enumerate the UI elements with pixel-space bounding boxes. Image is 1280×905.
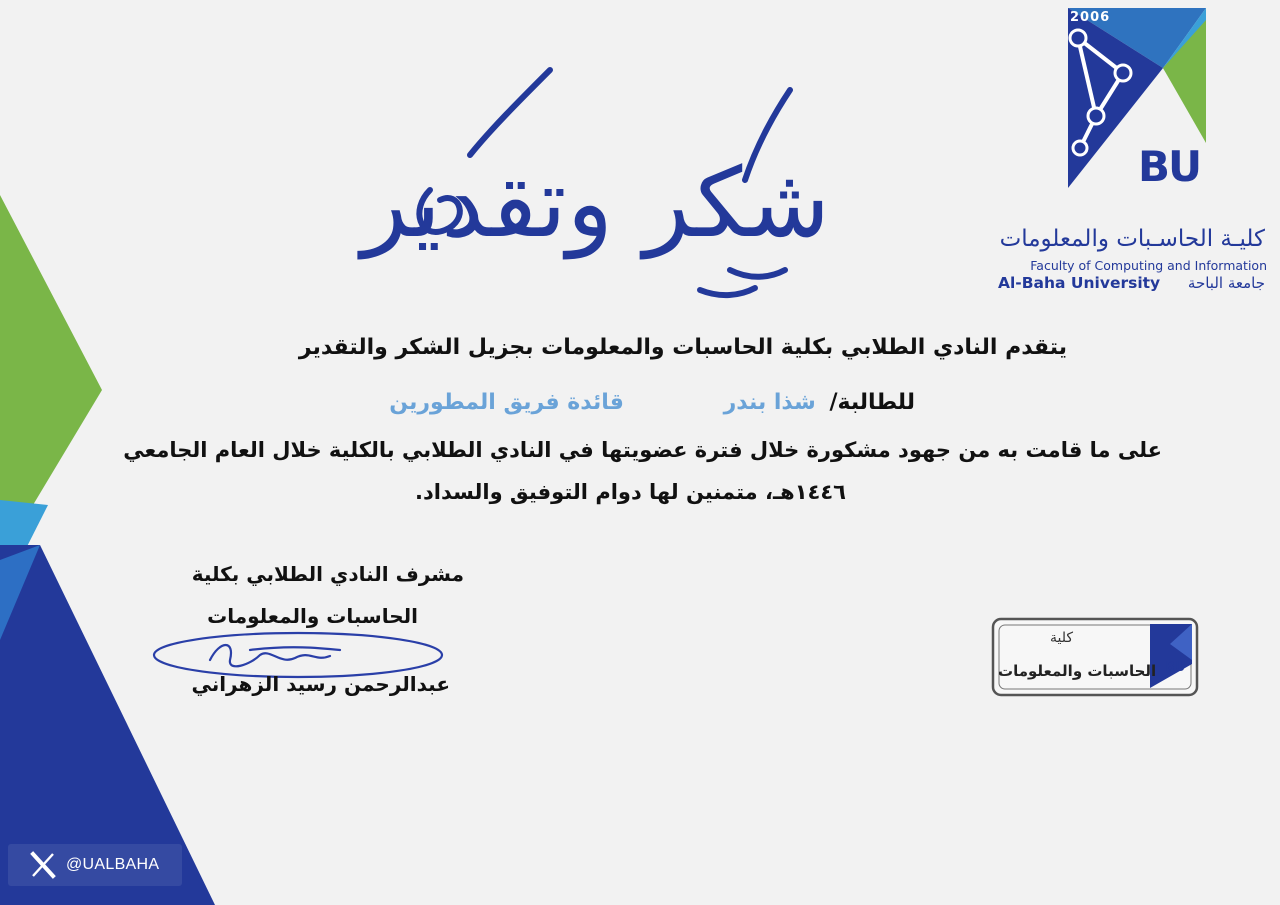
official-stamp xyxy=(990,616,1200,698)
certificate-intro: يتقدم النادي الطلابي بكلية الحاسبات والمعلومات بجزيل الشكر والتقدير xyxy=(298,335,1067,360)
university-name-english: Al-Baha University xyxy=(998,274,1161,292)
faculty-name-english: Faculty of Computing and Information xyxy=(1030,258,1267,273)
certificate-body-line-2: ١٤٤٦هـ، متمنين لها دوام التوفيق والسداد. xyxy=(415,480,846,504)
stamp-logo-initials: BU xyxy=(1165,660,1186,675)
recipient-name: شذا بندر xyxy=(723,390,816,415)
signatory-name: عبدالرحمن رسيد الزهراني xyxy=(191,672,450,696)
university-logo xyxy=(1000,8,1275,293)
logo-year: 2006 xyxy=(1070,10,1111,25)
university-name-line xyxy=(992,274,1267,296)
signatory-title-line-2: الحاسبات والمعلومات xyxy=(207,604,418,628)
signatory-block xyxy=(150,560,470,710)
faculty-name-arabic: كليـة الحاسـبات والمعلومات xyxy=(999,226,1265,252)
stamp-border xyxy=(990,616,1200,698)
stamp-text-line-2: الحاسبات والمعلومات xyxy=(998,662,1157,680)
university-name-arabic: جامعة الباحة xyxy=(1187,274,1265,292)
x-logo-icon xyxy=(28,850,58,880)
recipient-label: للطالبة/ xyxy=(829,390,915,415)
social-handle-badge[interactable] xyxy=(8,844,182,886)
certificate-body-line-1: على ما قامت به من جهود مشكورة خلال فترة عضويتها في النادي الطلابي بالكلية خلال العام الجامعي xyxy=(123,438,1162,462)
signatory-title-line-1: مشرف النادي الطلابي بكلية xyxy=(191,562,464,586)
logo-initials: BU xyxy=(1138,142,1201,191)
certificate-title xyxy=(361,60,830,310)
social-handle-text: @UALBAHA xyxy=(66,856,160,873)
certificate-title-text: شكر وتقدير xyxy=(361,147,830,259)
recipient-line xyxy=(389,390,915,415)
stamp-text-line-1: كلية xyxy=(1050,630,1074,646)
recipient-role: قائدة فريق المطورين xyxy=(389,390,624,415)
